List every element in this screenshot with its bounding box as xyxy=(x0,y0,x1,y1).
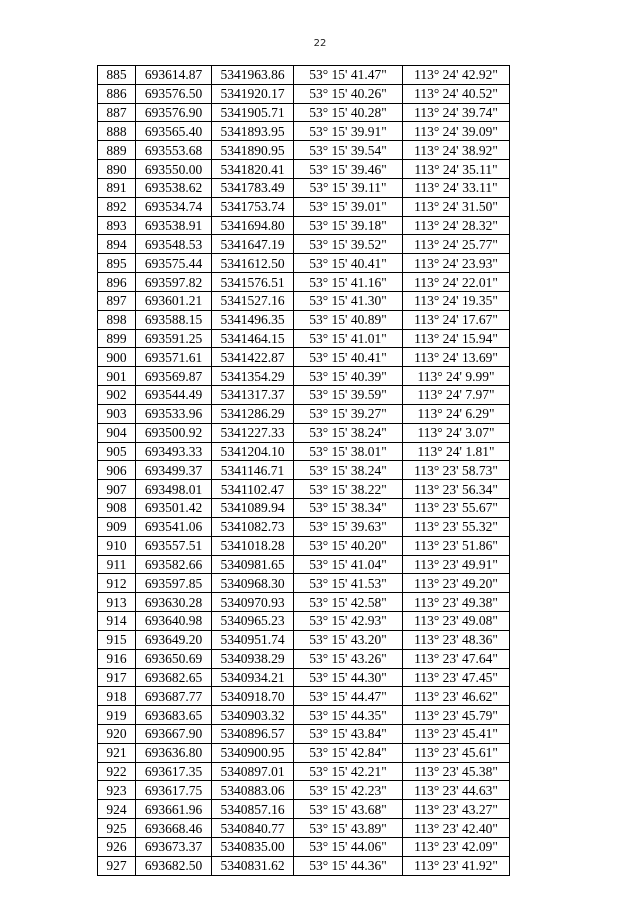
table-row xyxy=(98,291,510,310)
easting-cell: 693591.25 xyxy=(136,329,212,348)
easting-cell: 693683.65 xyxy=(136,706,212,725)
northing-cell: 5341920.17 xyxy=(212,84,294,103)
longitude-cell: 113° 24' 38.92" xyxy=(403,141,510,160)
easting-cell: 693636.80 xyxy=(136,743,212,762)
northing-cell: 5340981.65 xyxy=(212,555,294,574)
table-row xyxy=(98,103,510,122)
latitude-cell: 53° 15' 41.01" xyxy=(294,329,403,348)
point-number-cell: 886 xyxy=(98,84,136,103)
table-row xyxy=(98,404,510,423)
latitude-cell: 53° 15' 41.30" xyxy=(294,291,403,310)
easting-cell: 693617.75 xyxy=(136,781,212,800)
table-row xyxy=(98,517,510,536)
northing-cell: 5340900.95 xyxy=(212,743,294,762)
easting-cell: 693601.21 xyxy=(136,291,212,310)
point-number-cell: 887 xyxy=(98,103,136,122)
longitude-cell: 113° 24' 28.32" xyxy=(403,216,510,235)
longitude-cell: 113° 24' 35.11" xyxy=(403,160,510,179)
point-number-cell: 914 xyxy=(98,612,136,631)
latitude-cell: 53° 15' 38.24" xyxy=(294,423,403,442)
northing-cell: 5340857.16 xyxy=(212,800,294,819)
table-row xyxy=(98,160,510,179)
coordinates-table-body xyxy=(98,66,510,876)
easting-cell: 693640.98 xyxy=(136,612,212,631)
point-number-cell: 925 xyxy=(98,819,136,838)
table-row xyxy=(98,310,510,329)
northing-cell: 5340934.21 xyxy=(212,668,294,687)
table-row xyxy=(98,423,510,442)
longitude-cell: 113° 23' 58.73" xyxy=(403,461,510,480)
longitude-cell: 113° 23' 44.63" xyxy=(403,781,510,800)
latitude-cell: 53° 15' 39.59" xyxy=(294,386,403,405)
easting-cell: 693538.62 xyxy=(136,178,212,197)
northing-cell: 5341102.47 xyxy=(212,480,294,499)
northing-cell: 5341464.15 xyxy=(212,329,294,348)
table-row xyxy=(98,348,510,367)
table-row xyxy=(98,499,510,518)
northing-cell: 5341576.51 xyxy=(212,273,294,292)
easting-cell: 693569.87 xyxy=(136,367,212,386)
easting-cell: 693667.90 xyxy=(136,724,212,743)
latitude-cell: 53° 15' 44.35" xyxy=(294,706,403,725)
longitude-cell: 113° 24' 39.74" xyxy=(403,103,510,122)
easting-cell: 693548.53 xyxy=(136,235,212,254)
longitude-cell: 113° 23' 55.32" xyxy=(403,517,510,536)
table-row xyxy=(98,235,510,254)
longitude-cell: 113° 24' 15.94" xyxy=(403,329,510,348)
easting-cell: 693673.37 xyxy=(136,837,212,856)
longitude-cell: 113° 24' 33.11" xyxy=(403,178,510,197)
longitude-cell: 113° 23' 42.09" xyxy=(403,837,510,856)
latitude-cell: 53° 15' 43.26" xyxy=(294,649,403,668)
easting-cell: 693617.35 xyxy=(136,762,212,781)
easting-cell: 693588.15 xyxy=(136,310,212,329)
easting-cell: 693630.28 xyxy=(136,593,212,612)
latitude-cell: 53° 15' 42.93" xyxy=(294,612,403,631)
longitude-cell: 113° 23' 42.40" xyxy=(403,819,510,838)
point-number-cell: 894 xyxy=(98,235,136,254)
latitude-cell: 53° 15' 41.53" xyxy=(294,574,403,593)
longitude-cell: 113° 24' 6.29" xyxy=(403,404,510,423)
point-number-cell: 897 xyxy=(98,291,136,310)
easting-cell: 693553.68 xyxy=(136,141,212,160)
longitude-cell: 113° 23' 56.34" xyxy=(403,480,510,499)
northing-cell: 5341905.71 xyxy=(212,103,294,122)
easting-cell: 693575.44 xyxy=(136,254,212,273)
longitude-cell: 113° 23' 45.79" xyxy=(403,706,510,725)
table-row xyxy=(98,536,510,555)
northing-cell: 5341612.50 xyxy=(212,254,294,273)
point-number-cell: 918 xyxy=(98,687,136,706)
longitude-cell: 113° 23' 48.36" xyxy=(403,630,510,649)
latitude-cell: 53° 15' 40.28" xyxy=(294,103,403,122)
table-row xyxy=(98,724,510,743)
northing-cell: 5340840.77 xyxy=(212,819,294,838)
point-number-cell: 885 xyxy=(98,66,136,85)
latitude-cell: 53° 15' 40.39" xyxy=(294,367,403,386)
point-number-cell: 927 xyxy=(98,856,136,875)
northing-cell: 5340903.32 xyxy=(212,706,294,725)
latitude-cell: 53° 15' 39.18" xyxy=(294,216,403,235)
point-number-cell: 900 xyxy=(98,348,136,367)
table-row xyxy=(98,329,510,348)
page-number: 22 xyxy=(313,38,327,49)
point-number-cell: 901 xyxy=(98,367,136,386)
point-number-cell: 905 xyxy=(98,442,136,461)
easting-cell: 693565.40 xyxy=(136,122,212,141)
northing-cell: 5341783.49 xyxy=(212,178,294,197)
table-row xyxy=(98,743,510,762)
point-number-cell: 917 xyxy=(98,668,136,687)
table-row xyxy=(98,555,510,574)
point-number-cell: 902 xyxy=(98,386,136,405)
point-number-cell: 906 xyxy=(98,461,136,480)
point-number-cell: 915 xyxy=(98,630,136,649)
northing-cell: 5341227.33 xyxy=(212,423,294,442)
latitude-cell: 53° 15' 39.27" xyxy=(294,404,403,423)
table-row xyxy=(98,122,510,141)
table-row xyxy=(98,141,510,160)
latitude-cell: 53° 15' 42.21" xyxy=(294,762,403,781)
latitude-cell: 53° 15' 42.23" xyxy=(294,781,403,800)
longitude-cell: 113° 24' 17.67" xyxy=(403,310,510,329)
latitude-cell: 53° 15' 41.16" xyxy=(294,273,403,292)
latitude-cell: 53° 15' 44.47" xyxy=(294,687,403,706)
easting-cell: 693649.20 xyxy=(136,630,212,649)
point-number-cell: 921 xyxy=(98,743,136,762)
longitude-cell: 113° 23' 47.64" xyxy=(403,649,510,668)
northing-cell: 5341890.95 xyxy=(212,141,294,160)
northing-cell: 5341354.29 xyxy=(212,367,294,386)
longitude-cell: 113° 23' 45.41" xyxy=(403,724,510,743)
northing-cell: 5340835.00 xyxy=(212,837,294,856)
northing-cell: 5341286.29 xyxy=(212,404,294,423)
easting-cell: 693682.50 xyxy=(136,856,212,875)
latitude-cell: 53° 15' 38.24" xyxy=(294,461,403,480)
latitude-cell: 53° 15' 44.06" xyxy=(294,837,403,856)
easting-cell: 693550.00 xyxy=(136,160,212,179)
table-row xyxy=(98,762,510,781)
easting-cell: 693541.06 xyxy=(136,517,212,536)
longitude-cell: 113° 24' 1.81" xyxy=(403,442,510,461)
easting-cell: 693614.87 xyxy=(136,66,212,85)
northing-cell: 5341089.94 xyxy=(212,499,294,518)
point-number-cell: 909 xyxy=(98,517,136,536)
longitude-cell: 113° 24' 19.35" xyxy=(403,291,510,310)
easting-cell: 693582.66 xyxy=(136,555,212,574)
northing-cell: 5340970.93 xyxy=(212,593,294,612)
latitude-cell: 53° 15' 41.47" xyxy=(294,66,403,85)
northing-cell: 5341204.10 xyxy=(212,442,294,461)
latitude-cell: 53° 15' 40.26" xyxy=(294,84,403,103)
easting-cell: 693533.96 xyxy=(136,404,212,423)
northing-cell: 5341422.87 xyxy=(212,348,294,367)
longitude-cell: 113° 24' 9.99" xyxy=(403,367,510,386)
longitude-cell: 113° 23' 49.20" xyxy=(403,574,510,593)
easting-cell: 693650.69 xyxy=(136,649,212,668)
latitude-cell: 53° 15' 43.20" xyxy=(294,630,403,649)
easting-cell: 693576.90 xyxy=(136,103,212,122)
point-number-cell: 893 xyxy=(98,216,136,235)
easting-cell: 693500.92 xyxy=(136,423,212,442)
table-row xyxy=(98,649,510,668)
table-row xyxy=(98,273,510,292)
point-number-cell: 892 xyxy=(98,197,136,216)
point-number-cell: 912 xyxy=(98,574,136,593)
point-number-cell: 919 xyxy=(98,706,136,725)
point-number-cell: 924 xyxy=(98,800,136,819)
table-row xyxy=(98,66,510,85)
northing-cell: 5341146.71 xyxy=(212,461,294,480)
table-row xyxy=(98,480,510,499)
table-row xyxy=(98,612,510,631)
table-row xyxy=(98,706,510,725)
easting-cell: 693498.01 xyxy=(136,480,212,499)
latitude-cell: 53° 15' 39.54" xyxy=(294,141,403,160)
longitude-cell: 113° 23' 47.45" xyxy=(403,668,510,687)
longitude-cell: 113° 24' 40.52" xyxy=(403,84,510,103)
easting-cell: 693493.33 xyxy=(136,442,212,461)
latitude-cell: 53° 15' 43.89" xyxy=(294,819,403,838)
northing-cell: 5340951.74 xyxy=(212,630,294,649)
latitude-cell: 53° 15' 40.41" xyxy=(294,254,403,273)
longitude-cell: 113° 24' 22.01" xyxy=(403,273,510,292)
longitude-cell: 113° 23' 45.38" xyxy=(403,762,510,781)
latitude-cell: 53° 15' 40.41" xyxy=(294,348,403,367)
longitude-cell: 113° 24' 25.77" xyxy=(403,235,510,254)
easting-cell: 693661.96 xyxy=(136,800,212,819)
table-row xyxy=(98,856,510,875)
latitude-cell: 53° 15' 43.68" xyxy=(294,800,403,819)
table-row xyxy=(98,800,510,819)
table-row xyxy=(98,668,510,687)
longitude-cell: 113° 24' 31.50" xyxy=(403,197,510,216)
latitude-cell: 53° 15' 40.20" xyxy=(294,536,403,555)
table-row xyxy=(98,593,510,612)
table-row xyxy=(98,687,510,706)
longitude-cell: 113° 23' 43.27" xyxy=(403,800,510,819)
northing-cell: 5340938.29 xyxy=(212,649,294,668)
point-number-cell: 922 xyxy=(98,762,136,781)
table-row xyxy=(98,630,510,649)
longitude-cell: 113° 24' 13.69" xyxy=(403,348,510,367)
longitude-cell: 113° 24' 7.97" xyxy=(403,386,510,405)
easting-cell: 693557.51 xyxy=(136,536,212,555)
northing-cell: 5341893.95 xyxy=(212,122,294,141)
latitude-cell: 53° 15' 39.52" xyxy=(294,235,403,254)
easting-cell: 693682.65 xyxy=(136,668,212,687)
latitude-cell: 53° 15' 43.84" xyxy=(294,724,403,743)
northing-cell: 5341963.86 xyxy=(212,66,294,85)
table-row xyxy=(98,781,510,800)
northing-cell: 5341820.41 xyxy=(212,160,294,179)
northing-cell: 5341317.37 xyxy=(212,386,294,405)
point-number-cell: 907 xyxy=(98,480,136,499)
latitude-cell: 53° 15' 44.30" xyxy=(294,668,403,687)
point-number-cell: 896 xyxy=(98,273,136,292)
point-number-cell: 899 xyxy=(98,329,136,348)
point-number-cell: 903 xyxy=(98,404,136,423)
easting-cell: 693501.42 xyxy=(136,499,212,518)
table-row xyxy=(98,837,510,856)
longitude-cell: 113° 23' 49.08" xyxy=(403,612,510,631)
longitude-cell: 113° 23' 51.86" xyxy=(403,536,510,555)
latitude-cell: 53° 15' 42.84" xyxy=(294,743,403,762)
latitude-cell: 53° 15' 40.89" xyxy=(294,310,403,329)
table-row xyxy=(98,574,510,593)
table-row xyxy=(98,386,510,405)
point-number-cell: 908 xyxy=(98,499,136,518)
longitude-cell: 113° 23' 55.67" xyxy=(403,499,510,518)
table-row xyxy=(98,84,510,103)
northing-cell: 5340965.23 xyxy=(212,612,294,631)
easting-cell: 693597.85 xyxy=(136,574,212,593)
latitude-cell: 53° 15' 41.04" xyxy=(294,555,403,574)
longitude-cell: 113° 23' 49.91" xyxy=(403,555,510,574)
northing-cell: 5341082.73 xyxy=(212,517,294,536)
table-row xyxy=(98,442,510,461)
longitude-cell: 113° 23' 46.62" xyxy=(403,687,510,706)
table-row xyxy=(98,819,510,838)
longitude-cell: 113° 24' 23.93" xyxy=(403,254,510,273)
point-number-cell: 920 xyxy=(98,724,136,743)
easting-cell: 693597.82 xyxy=(136,273,212,292)
northing-cell: 5341753.74 xyxy=(212,197,294,216)
easting-cell: 693576.50 xyxy=(136,84,212,103)
latitude-cell: 53° 15' 39.91" xyxy=(294,122,403,141)
northing-cell: 5341527.16 xyxy=(212,291,294,310)
latitude-cell: 53° 15' 39.63" xyxy=(294,517,403,536)
latitude-cell: 53° 15' 39.11" xyxy=(294,178,403,197)
northing-cell: 5340897.01 xyxy=(212,762,294,781)
table-row xyxy=(98,178,510,197)
point-number-cell: 913 xyxy=(98,593,136,612)
easting-cell: 693534.74 xyxy=(136,197,212,216)
latitude-cell: 53° 15' 38.34" xyxy=(294,499,403,518)
easting-cell: 693687.77 xyxy=(136,687,212,706)
northing-cell: 5340896.57 xyxy=(212,724,294,743)
latitude-cell: 53° 15' 42.58" xyxy=(294,593,403,612)
longitude-cell: 113° 24' 42.92" xyxy=(403,66,510,85)
longitude-cell: 113° 23' 49.38" xyxy=(403,593,510,612)
easting-cell: 693668.46 xyxy=(136,819,212,838)
point-number-cell: 926 xyxy=(98,837,136,856)
northing-cell: 5340918.70 xyxy=(212,687,294,706)
northing-cell: 5341018.28 xyxy=(212,536,294,555)
northing-cell: 5341647.19 xyxy=(212,235,294,254)
table-row xyxy=(98,254,510,273)
latitude-cell: 53° 15' 44.36" xyxy=(294,856,403,875)
point-number-cell: 911 xyxy=(98,555,136,574)
longitude-cell: 113° 24' 3.07" xyxy=(403,423,510,442)
latitude-cell: 53° 15' 38.01" xyxy=(294,442,403,461)
table-row xyxy=(98,367,510,386)
longitude-cell: 113° 24' 39.09" xyxy=(403,122,510,141)
point-number-cell: 891 xyxy=(98,178,136,197)
easting-cell: 693538.91 xyxy=(136,216,212,235)
table-row xyxy=(98,197,510,216)
point-number-cell: 895 xyxy=(98,254,136,273)
point-number-cell: 889 xyxy=(98,141,136,160)
coordinates-table xyxy=(97,65,510,876)
longitude-cell: 113° 23' 45.61" xyxy=(403,743,510,762)
point-number-cell: 923 xyxy=(98,781,136,800)
point-number-cell: 898 xyxy=(98,310,136,329)
northing-cell: 5341694.80 xyxy=(212,216,294,235)
northing-cell: 5340883.06 xyxy=(212,781,294,800)
northing-cell: 5340968.30 xyxy=(212,574,294,593)
table-row xyxy=(98,461,510,480)
point-number-cell: 890 xyxy=(98,160,136,179)
latitude-cell: 53° 15' 39.46" xyxy=(294,160,403,179)
point-number-cell: 904 xyxy=(98,423,136,442)
easting-cell: 693571.61 xyxy=(136,348,212,367)
northing-cell: 5341496.35 xyxy=(212,310,294,329)
longitude-cell: 113° 23' 41.92" xyxy=(403,856,510,875)
northing-cell: 5340831.62 xyxy=(212,856,294,875)
point-number-cell: 916 xyxy=(98,649,136,668)
latitude-cell: 53° 15' 39.01" xyxy=(294,197,403,216)
easting-cell: 693499.37 xyxy=(136,461,212,480)
point-number-cell: 910 xyxy=(98,536,136,555)
easting-cell: 693544.49 xyxy=(136,386,212,405)
point-number-cell: 888 xyxy=(98,122,136,141)
table-row xyxy=(98,216,510,235)
latitude-cell: 53° 15' 38.22" xyxy=(294,480,403,499)
